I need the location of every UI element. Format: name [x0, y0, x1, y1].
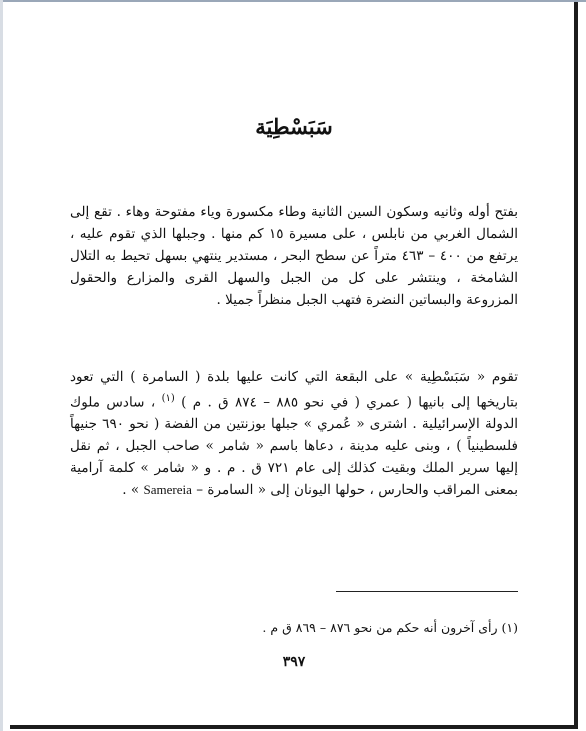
- page-title: سَبَسْطِيَة: [255, 114, 333, 139]
- footnote: (١) رأى آخرون أنه حكم من نحو ٨٧٦ – ٨٦٩ ق م .: [262, 620, 518, 635]
- paragraph-2-text-continued: سادس ملوك الدولة الإسرائيلية . اشترى « عُمري » جبلها بوزنتين من الفضة ( نحو ٦٩٠ جنيهاً فلسطينياً ) ، وبنى عليه مدينة ، دعاها باسم « شامر » صاحب الجبل ، ثم نقل إليها سرير الملك وبقيت كذلك إلى عام ٧٢١ ق . م . و « شامر » كلمة آرامية بمعنى المراقب والحارس ، حولها اليونان إلى « السامرة –: [70, 394, 518, 499]
- paragraph-2-text: تقوم « سَبَسْطِية » على البقعة التي كانت عليها بلدة ( السامرة ) التي تعود بتاريخها إلى بانيها ( عمري ( في نحو ٨٨٥ – ٨٧٤ ق . م ): [70, 368, 518, 411]
- footnote-reference: (١): [161, 392, 175, 404]
- paragraph-1: بفتح أوله وثانيه وسكون السين الثانية وطاء مكسورة وياء مفتوحة وهاء . تقع إلى الشمال الغربي من نابلس ، على مسيرة ١٥ كم منها . وجبلها الذي تقوم عليه ، يرتفع من ٤٠٠ – ٤٦٣ متراً عن سطح البحر ، مستدير ينتهي بسهل تحيط به التلال الشامخة ، وينتشر على كل من الجبل والسهل القرى والمزارع والحقول المزروعة والبساتين النضرة فتهب الجبل منظراً جميلا .: [70, 203, 519, 308]
- page-number: ٣٩٧: [282, 654, 306, 670]
- book-page: [10, 2, 578, 729]
- paragraph-2-end: » .: [122, 482, 140, 499]
- paragraph-2: تقوم « سَبَسْطِية » على البقعة التي كانت عليها بلدة ( السامرة ) التي تعود بتاريخها إلى بانيها ( عمري ( في نحو ٨٨٥ – ٨٧٤ ق . م ) $^{(١)}$ ، سادس ملوك الدولة الإسرائيلية . اشترى « عُمري » جبلها بوزنتين من الفضة ( نحو ٦٩٠ جنيهاً فلسطينياً ) ، وبنى عليه مدينة ، دعاها باسم « شامر » صاحب الجبل ، ثم نقل إليها سرير الملك وبقيت كذلك إلى عام ٧٢١ ق . م . و « شامر » كلمة آرامية بمعنى المراقب والحارس ، حولها اليونان إلى « السامرة – Samereia » .: [70, 368, 518, 499]
- viewer-left-border: [0, 0, 3, 731]
- latin-term: Samereia: [143, 482, 192, 498]
- footnote-separator: [336, 591, 518, 592]
